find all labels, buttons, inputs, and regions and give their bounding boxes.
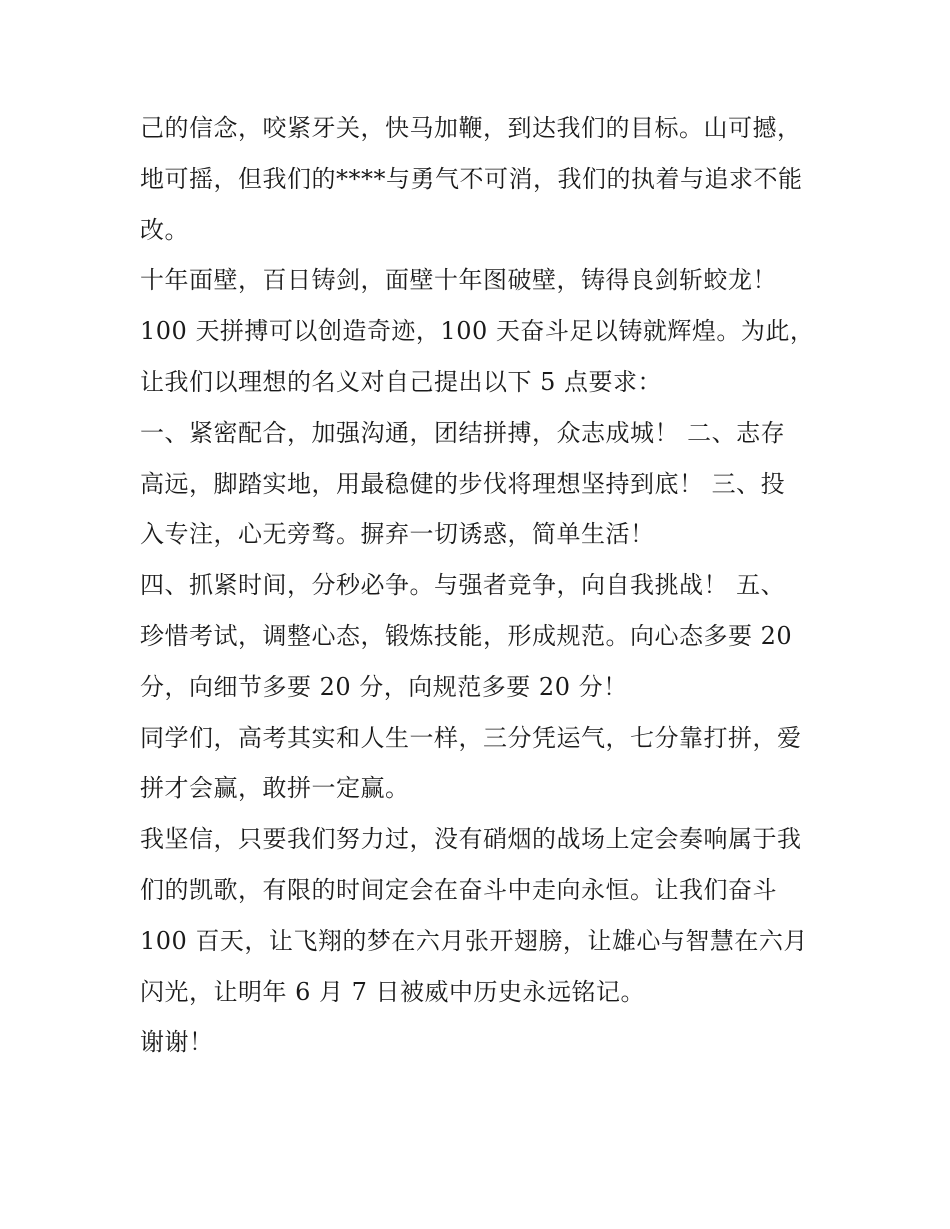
text-line: 们的凯歌，有限的时间定会在奋斗中走向永恒。让我们奋斗 — [140, 875, 777, 904]
text-line: 同学们，高考其实和人生一样，三分凭运气，七分靠打拼，爱 — [140, 723, 802, 752]
text-line: 闪光，让明年 6 月 7 日被威中历史永远铭记。 — [140, 977, 646, 1006]
text-line: 十年面壁，百日铸剑，面壁十年图破壁，铸得良剑斩蛟龙！ — [140, 266, 777, 295]
text-line: 让我们以理想的名义对自己提出以下 5 点要求： — [140, 367, 663, 396]
text-line: 己的信念，咬紧牙关，快马加鞭，到达我们的目标。山可撼， — [140, 114, 802, 142]
text-line: 分，向细节多要 20 分，向规范多要 20 分！ — [140, 672, 628, 701]
text-line: 入专注，心无旁骛。摒弃一切诱惑，简单生活！ — [140, 520, 655, 549]
text-line: 100 百天，让飞翔的梦在六月张开翅膀，让雄心与智慧在六月 — [140, 926, 808, 955]
text-line: 一、紧密配合，加强沟通，团结拼搏，众志成城！ 二、志存 — [140, 418, 786, 447]
speech-text — [140, 103, 830, 1068]
text-line: 珍惜考试，调整心态，锻炼技能，形成规范。向心态多要 20 — [140, 621, 793, 650]
text-line: 改。 — [140, 215, 189, 244]
text-line: 谢谢！ — [140, 1028, 214, 1057]
text-line: 我坚信，只要我们努力过，没有硝烟的战场上定会奏响属于我 — [140, 825, 802, 854]
text-line: 高远，脚踏实地，用最稳健的步伐将理想坚持到底！ 三、投 — [140, 469, 786, 498]
text-line: 地可摇，但我们的****与勇气不可消，我们的执着与追求不能 — [140, 164, 803, 193]
text-line: 四、抓紧时间，分秒必争。与强者竞争，向自我挑战！ 五、 — [140, 571, 786, 600]
text-line: 拼才会赢，敢拼一定赢。 — [140, 774, 410, 803]
text-line: 100 天拼搏可以创造奇迹，100 天奋斗足以铸就辉煌。为此， — [140, 317, 815, 346]
